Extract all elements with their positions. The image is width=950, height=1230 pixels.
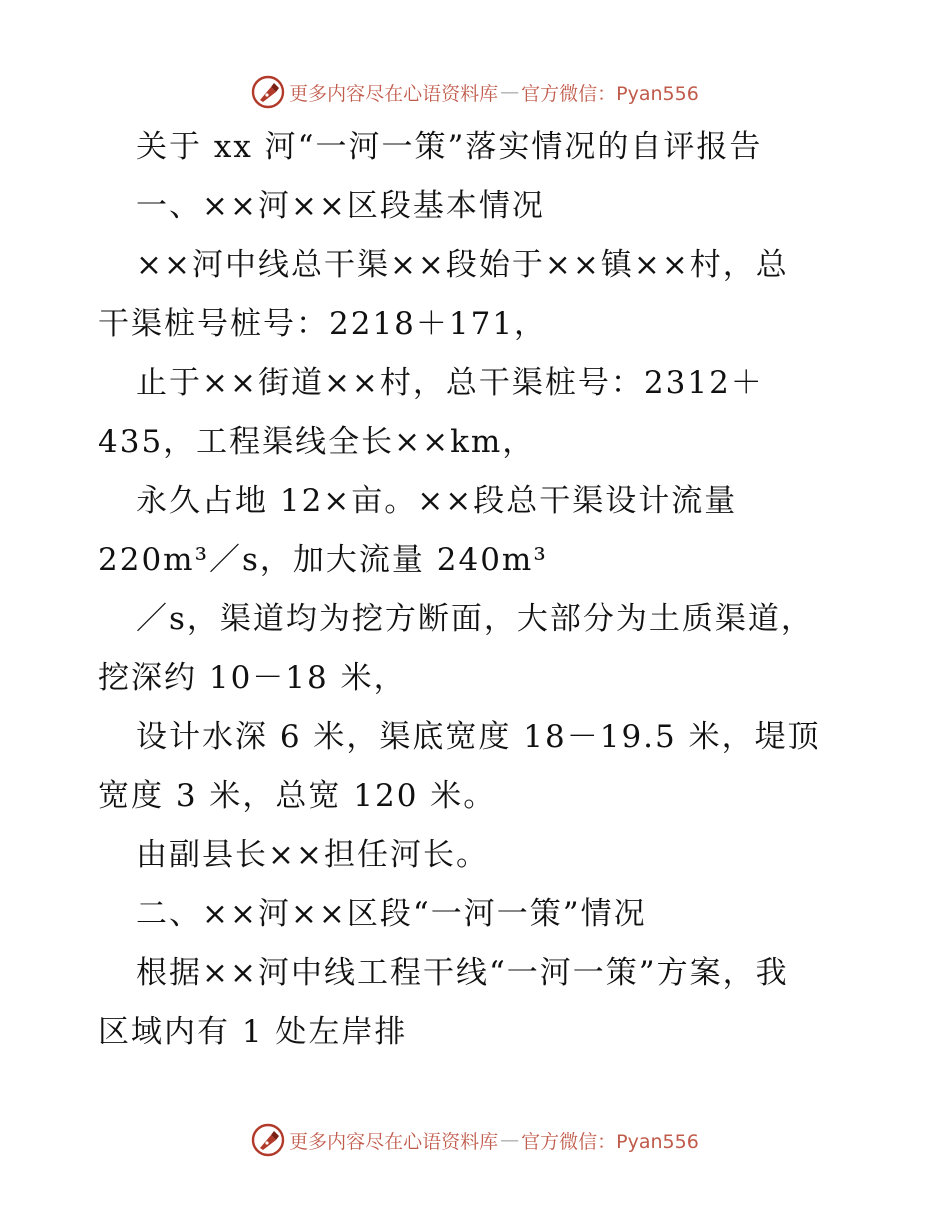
watermark-wechat-text: 官方微信：Pyan556 bbox=[521, 82, 699, 105]
watermark-separator: — bbox=[500, 1129, 520, 1151]
section-heading-2: 二、××河××区段“一河一策”情况 bbox=[136, 896, 647, 932]
pen-nib-logo-icon bbox=[251, 75, 285, 109]
paragraph-line: 区域内有 1 处左岸排 bbox=[98, 1014, 408, 1050]
paragraph-line: 设计水深 6 米，渠底宽度 18－19.5 米，堤顶 bbox=[136, 719, 821, 755]
pen-nib-logo-icon bbox=[251, 1123, 285, 1157]
paragraph-line: 止于××街道××村，总干渠桩号：2312＋ bbox=[136, 365, 764, 401]
paragraph-line: ／s，渠道均为挖方断面，大部分为土质渠道， bbox=[136, 601, 814, 637]
watermark-footer bbox=[0, 1120, 950, 1160]
watermark-separator: — bbox=[500, 81, 520, 103]
watermark-wechat-text: 官方微信：Pyan556 bbox=[521, 1130, 699, 1153]
paragraph-line: 435，工程渠线全长××km， bbox=[98, 424, 536, 460]
watermark-site-text: 更多内容尽在心语资料库 bbox=[289, 1130, 499, 1153]
paragraph-line: 根据××河中线工程干线“一河一策”方案，我 bbox=[136, 955, 789, 991]
document-body bbox=[98, 118, 858, 1062]
watermark-site-text: 更多内容尽在心语资料库 bbox=[289, 82, 499, 105]
section-heading-1: 一、××河××区段基本情况 bbox=[136, 188, 545, 224]
document-title: 关于 xx 河“一河一策”落实情况的自评报告 bbox=[136, 129, 763, 165]
paragraph-line: 挖深约 10－18 米， bbox=[98, 660, 407, 696]
paragraph-line: 干渠桩号桩号：2218＋171， bbox=[98, 306, 548, 342]
paragraph-line: 220m³／s，加大流量 240m³ bbox=[98, 542, 548, 578]
paragraph-line: 宽度 3 米，总宽 120 米。 bbox=[98, 778, 497, 814]
paragraph-line: 由副县长××担任河长。 bbox=[136, 837, 489, 873]
paragraph-line: ××河中线总干渠××段始于××镇××村，总 bbox=[136, 247, 789, 283]
watermark-header bbox=[0, 72, 950, 112]
paragraph-line: 永久占地 12×亩。××段总干渠设计流量 bbox=[136, 483, 738, 519]
